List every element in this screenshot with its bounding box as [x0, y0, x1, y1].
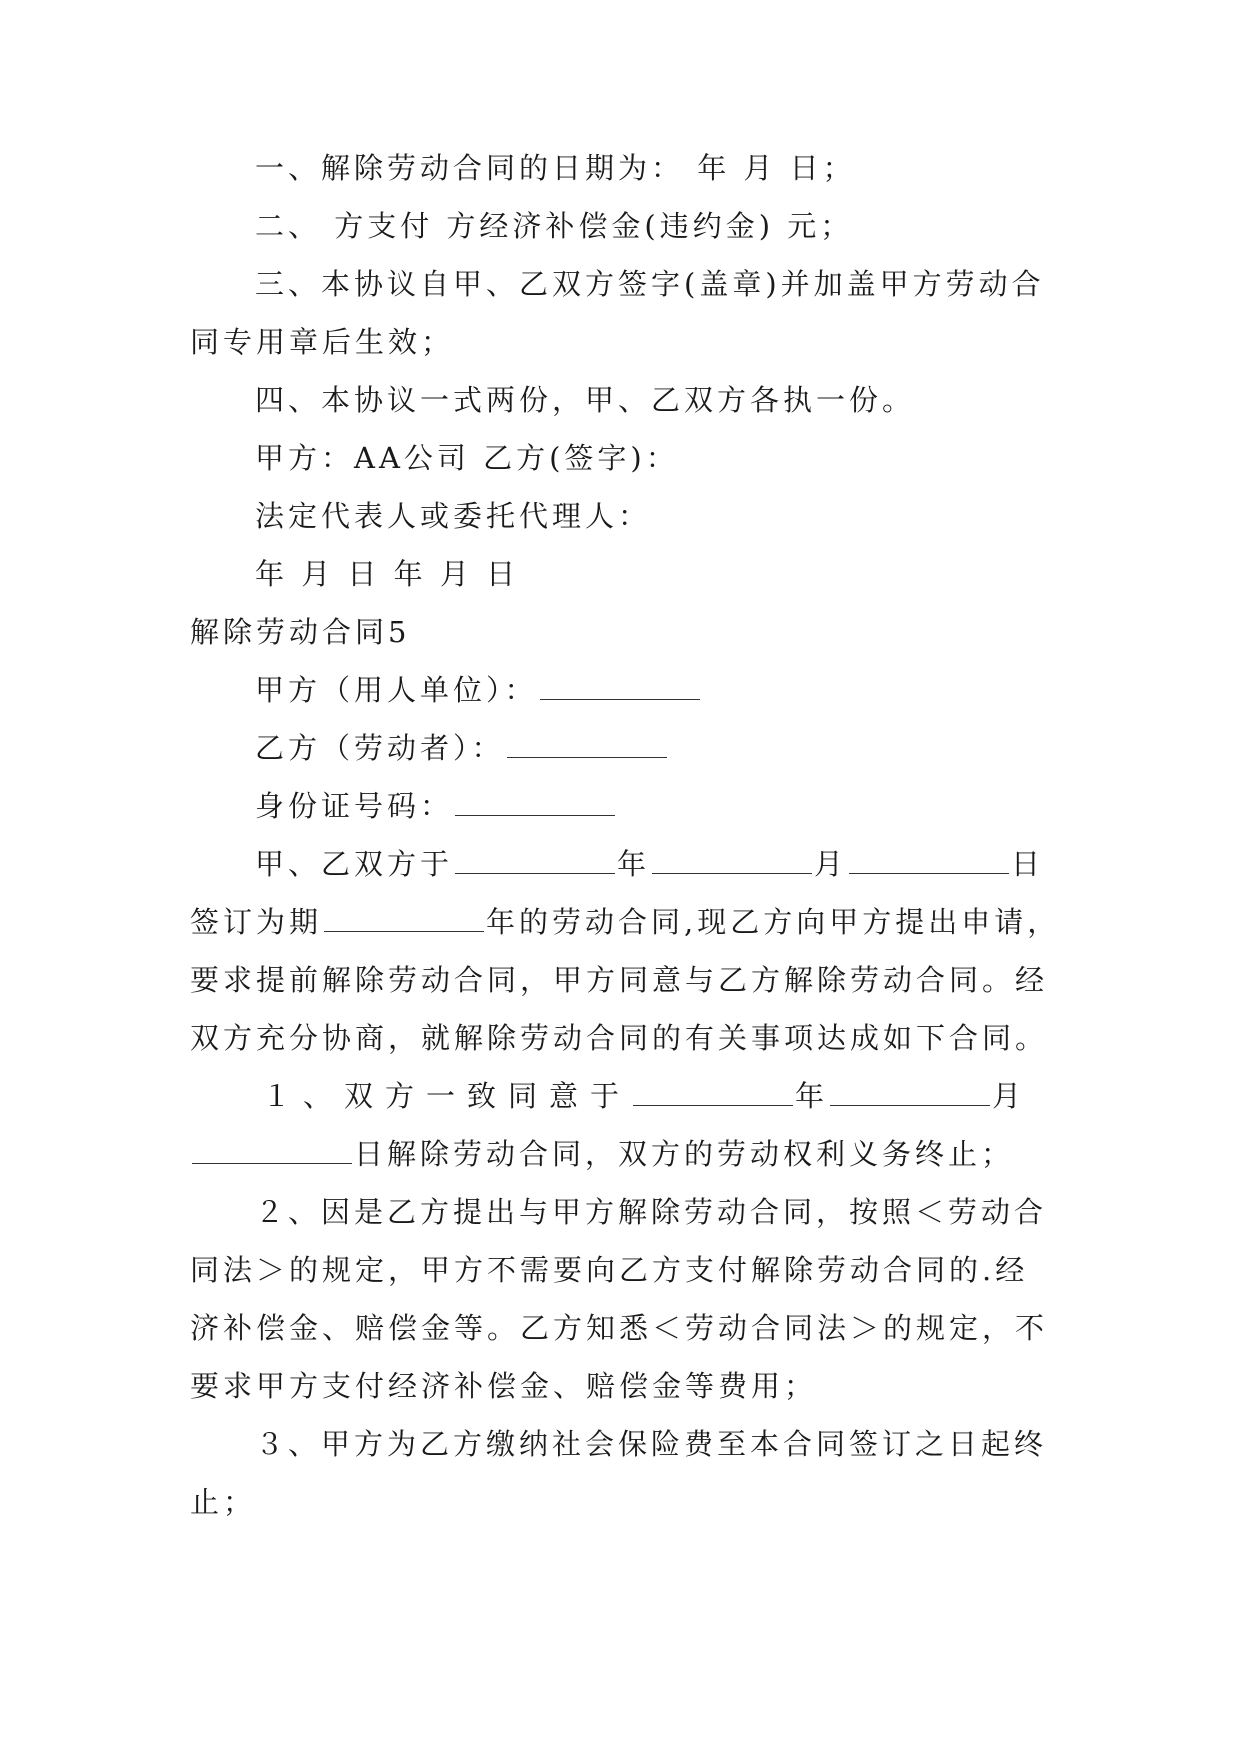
clause-2-line2: 同法＞的规定，甲方不需要向乙方支付解除劳动合同的.经 — [190, 1253, 1029, 1287]
year-blank — [455, 847, 615, 874]
legal-representative-line: 法定代表人或委托代理人： — [255, 499, 652, 533]
contract-term-label: 签订为期 — [190, 905, 323, 939]
month-label: 月 — [814, 847, 848, 881]
clause-1-termination-date: 一、解除劳动合同的日期为： 年 月 日； — [255, 151, 856, 185]
contract-term-text: 年的劳动合同,现乙方向甲方提出申请， — [486, 905, 1061, 939]
clause-4-copies: 四、本协议一式两份，甲、乙双方各执一份。 — [255, 383, 916, 417]
month-blank — [652, 847, 812, 874]
contract-term-line — [190, 904, 1070, 940]
agree-day-blank — [192, 1137, 352, 1164]
clause-2-compensation: 二、 方支付 方经济补偿金(违约金) 元； — [255, 209, 854, 243]
employee-label: 乙方（劳动者）： — [255, 731, 505, 765]
clause-3-effective-line2: 同专用章后生效； — [190, 325, 455, 359]
section-title: 解除劳动合同5 — [190, 615, 411, 649]
term-blank — [324, 905, 484, 932]
agree-year-label: 年 — [795, 1079, 829, 1113]
contract-date-line — [255, 846, 1070, 882]
id-number-blank — [455, 789, 615, 816]
clause-3-line1: ３、甲方为乙方缴纳社会保险费至本合同签订之日起终 — [255, 1427, 1048, 1461]
paragraph-line: 要求提前解除劳动合同，甲方同意与乙方解除劳动合同。经 — [190, 963, 1049, 997]
year-label: 年 — [617, 847, 651, 881]
agree-month-blank — [830, 1079, 990, 1106]
day-label: 日 — [1011, 847, 1045, 881]
agree-month-label: 月 — [992, 1079, 1026, 1113]
clause-2-line1: ２、因是乙方提出与甲方解除劳动合同，按照＜劳动合 — [255, 1195, 1048, 1229]
party-signature-line: 甲方：AA公司 乙方(签字)： — [255, 441, 679, 475]
clause-3-effective-line1: 三、本协议自甲、乙双方签字(盖章)并加盖甲方劳动合 — [255, 267, 1045, 301]
paragraph-line: 双方充分协商，就解除劳动合同的有关事项达成如下合同。 — [190, 1021, 1049, 1055]
employer-field — [255, 672, 1070, 708]
clause-1-agreement-line2 — [190, 1136, 1070, 1172]
employer-label: 甲方（用人单位）： — [255, 673, 538, 707]
agreement-text: １、双方一致同意于 — [262, 1079, 632, 1113]
agree-year-blank — [633, 1079, 793, 1106]
employee-blank — [507, 731, 667, 758]
clause-2-line3: 济补偿金、赔偿金等。乙方知悉＜劳动合同法＞的规定，不 — [190, 1311, 1049, 1345]
employee-field — [255, 730, 1070, 766]
clause-1-agreement-line — [262, 1078, 1077, 1114]
contract-date-text: 甲、乙双方于 — [255, 847, 454, 881]
signature-date-line: 年 月 日 年 月 日 — [255, 557, 520, 591]
clause-3-line2: 止； — [190, 1485, 257, 1519]
id-number-label: 身份证号码： — [255, 789, 454, 823]
day-blank — [849, 847, 1009, 874]
agreement-end-text: 日解除劳动合同，双方的劳动权利义务终止； — [354, 1137, 1015, 1171]
clause-2-line4: 要求甲方支付经济补偿金、赔偿金等费用； — [190, 1369, 818, 1403]
id-number-field — [255, 788, 1070, 824]
employer-blank — [540, 673, 700, 700]
